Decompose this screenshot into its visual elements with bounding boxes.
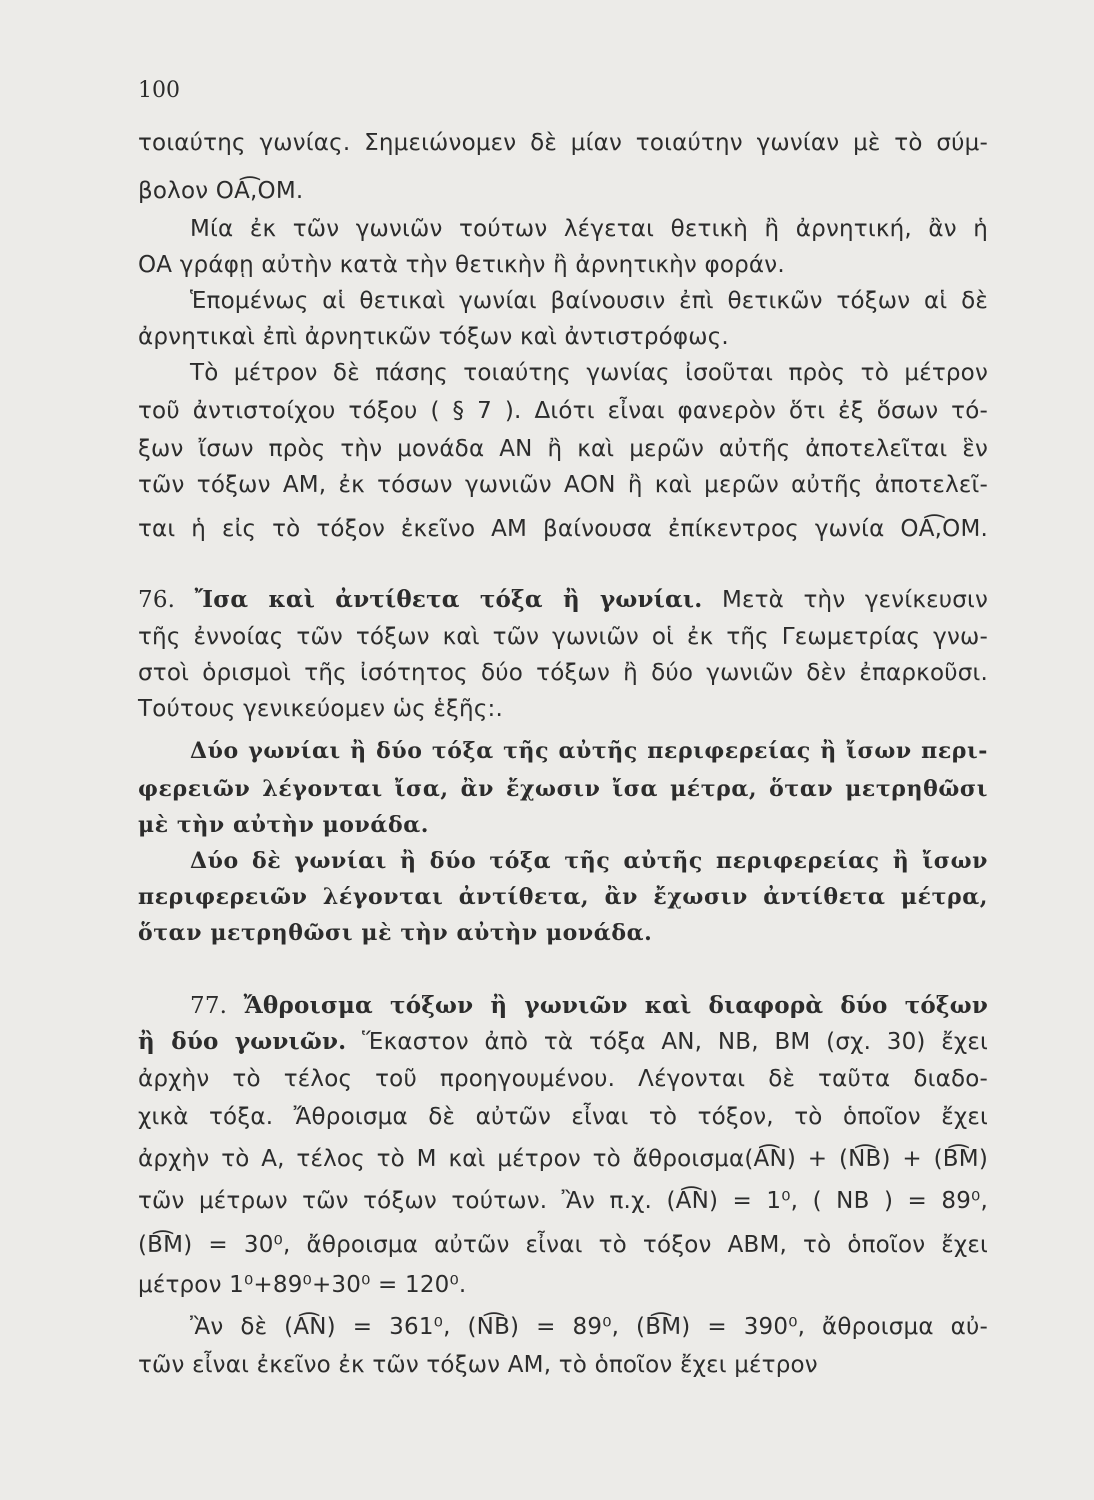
definition-line: ὅταν μετρηθῶσι μὲ τὴν αὐτὴν μονάδα.: [138, 920, 653, 946]
text-line: ΟΑ γράφῃ αὐτὴν κατὰ τὴν θετικὴν ἢ ἀρνητικὴν φοράν.: [138, 252, 785, 278]
text-line: μέτρον 1⁰+89⁰+30⁰ = 120⁰.: [138, 1272, 467, 1298]
text-line: βολον ΟΑ͡,ΟΜ.: [138, 178, 304, 204]
definition-line: Δύο γωνίαι ἢ δύο τόξα τῆς αὐτῆς περιφερείας ἢ ἴσων περι-: [190, 738, 988, 764]
section-number: 77.: [190, 993, 228, 1019]
section-76-heading: [138, 586, 988, 613]
text-line: [138, 1028, 988, 1055]
text-line: (Β͡Μ) = 30⁰, ἄθροισμα αὐτῶν εἶναι τὸ τόξον ΑΒΜ, τὸ ὁποῖον ἔχει: [138, 1232, 988, 1258]
text-line: χικὰ τόξα. Ἄθροισμα δὲ αὐτῶν εἶναι τὸ τόξον, τὸ ὁποῖον ἔχει: [138, 1104, 988, 1130]
text-line: ξων ἴσων πρὸς τὴν μονάδα ΑΝ ἢ καὶ μερῶν αὐτῆς ἀποτελεῖται ἓν: [138, 436, 988, 462]
text-line: Τὸ μέτρον δὲ πάσης τοιαύτης γωνίας ἰσοῦται πρὸς τὸ μέτρον: [190, 360, 988, 386]
text-line: τῆς ἐννοίας τῶν τόξων καὶ τῶν γωνιῶν οἱ ἐκ τῆς Γεωμετρίας γνω-: [138, 624, 988, 650]
definition-line: περιφερειῶν λέγονται ἀντίθετα, ἂν ἔχωσιν ἀντίθετα μέτρα,: [138, 884, 988, 910]
text-line: ται ἡ εἰς τὸ τόξον ἐκεῖνο ΑΜ βαίνουσα ἐπίκεντρος γωνία ΟΑ͡,ΟΜ.: [138, 516, 988, 542]
text-line: Τούτους γενικεύομεν ὡς ἑξῆς:.: [138, 696, 503, 722]
text-line: Ἑπομένως αἱ θετικαὶ γωνίαι βαίνουσιν ἐπὶ θετικῶν τόξων αἱ δὲ: [190, 288, 988, 314]
section-77-heading: [190, 992, 988, 1019]
definition-line: μὲ τὴν αὐτὴν μονάδα.: [138, 812, 430, 838]
page-number: 100: [138, 78, 180, 103]
text-line: τοῦ ἀντιστοίχου τόξου ( § 7 ). Διότι εἶναι φανερὸν ὅτι ἐξ ὅσων τό-: [138, 398, 988, 424]
text-fragment: Ἕκαστον ἀπὸ τὰ τόξα ΑΝ, ΝΒ, ΒΜ (σχ. 30) ἔχει: [362, 1029, 989, 1055]
text-line: Μία ἐκ τῶν γωνιῶν τούτων λέγεται θετικὴ ἢ ἀρνητική, ἂν ἡ: [190, 216, 988, 242]
definition-line: Δύο δὲ γωνίαι ἢ δύο τόξα τῆς αὐτῆς περιφερείας ἢ ἴσων: [190, 848, 988, 874]
text-line: ἀρνητικαὶ ἐπὶ ἀρνητικῶν τόξων καὶ ἀντιστρόφως.: [138, 324, 729, 350]
section-number: 76.: [138, 587, 176, 613]
text-line: τῶν εἶναι ἐκεῖνο ἐκ τῶν τόξων ΑΜ, τὸ ὁποῖον ἔχει μέτρον: [138, 1352, 818, 1378]
text-line: στοὶ ὁρισμοὶ τῆς ἰσότητος δύο τόξων ἢ δύο γωνιῶν δὲν ἐπαρκοῦσι.: [138, 660, 988, 686]
text-line: τῶν τόξων ΑΜ, ἐκ τόσων γωνιῶν ΑΟΝ ἢ καὶ μερῶν αὐτῆς ἀποτελεῖ-: [138, 472, 988, 498]
text-fragment: Μετὰ τὴν γενίκευσιν: [721, 587, 989, 613]
section-title: Ἴσα καὶ ἀντίθετα τόξα ἢ γωνίαι.: [194, 586, 703, 613]
section-title-continued: ἢ δύο γωνιῶν.: [138, 1028, 347, 1055]
section-title: Ἄθροισμα τόξων ἢ γωνιῶν καὶ διαφορὰ δύο τόξων: [243, 992, 988, 1019]
definition-line: φερειῶν λέγονται ἴσα, ἂν ἔχωσιν ἴσα μέτρα, ὅταν μετρηθῶσι: [138, 776, 988, 802]
text-line: ἀρχὴν τὸ Α, τέλος τὸ Μ καὶ μέτρον τὸ ἄθροισμα(Α͡Ν) + (Ν͡Β) + (Β͡Μ): [138, 1146, 988, 1172]
text-line: ἀρχὴν τὸ τέλος τοῦ προηγουμένου. Λέγονται δὲ ταῦτα διαδο-: [138, 1066, 988, 1092]
text-line: Ἂν δὲ (Α͡Ν) = 361⁰, (Ν͡Β) = 89⁰, (Β͡Μ) = 390⁰, ἄθροισμα αὐ-: [190, 1314, 988, 1340]
text-line: τῶν μέτρων τῶν τόξων τούτων. Ἂν π.χ. (Α͡Ν) = 1⁰, ( ΝΒ ) = 89⁰,: [138, 1188, 988, 1214]
text-line: τοιαύτης γωνίας. Σημειώνομεν δὲ μίαν τοιαύτην γωνίαν μὲ τὸ σύμ-: [138, 130, 988, 156]
